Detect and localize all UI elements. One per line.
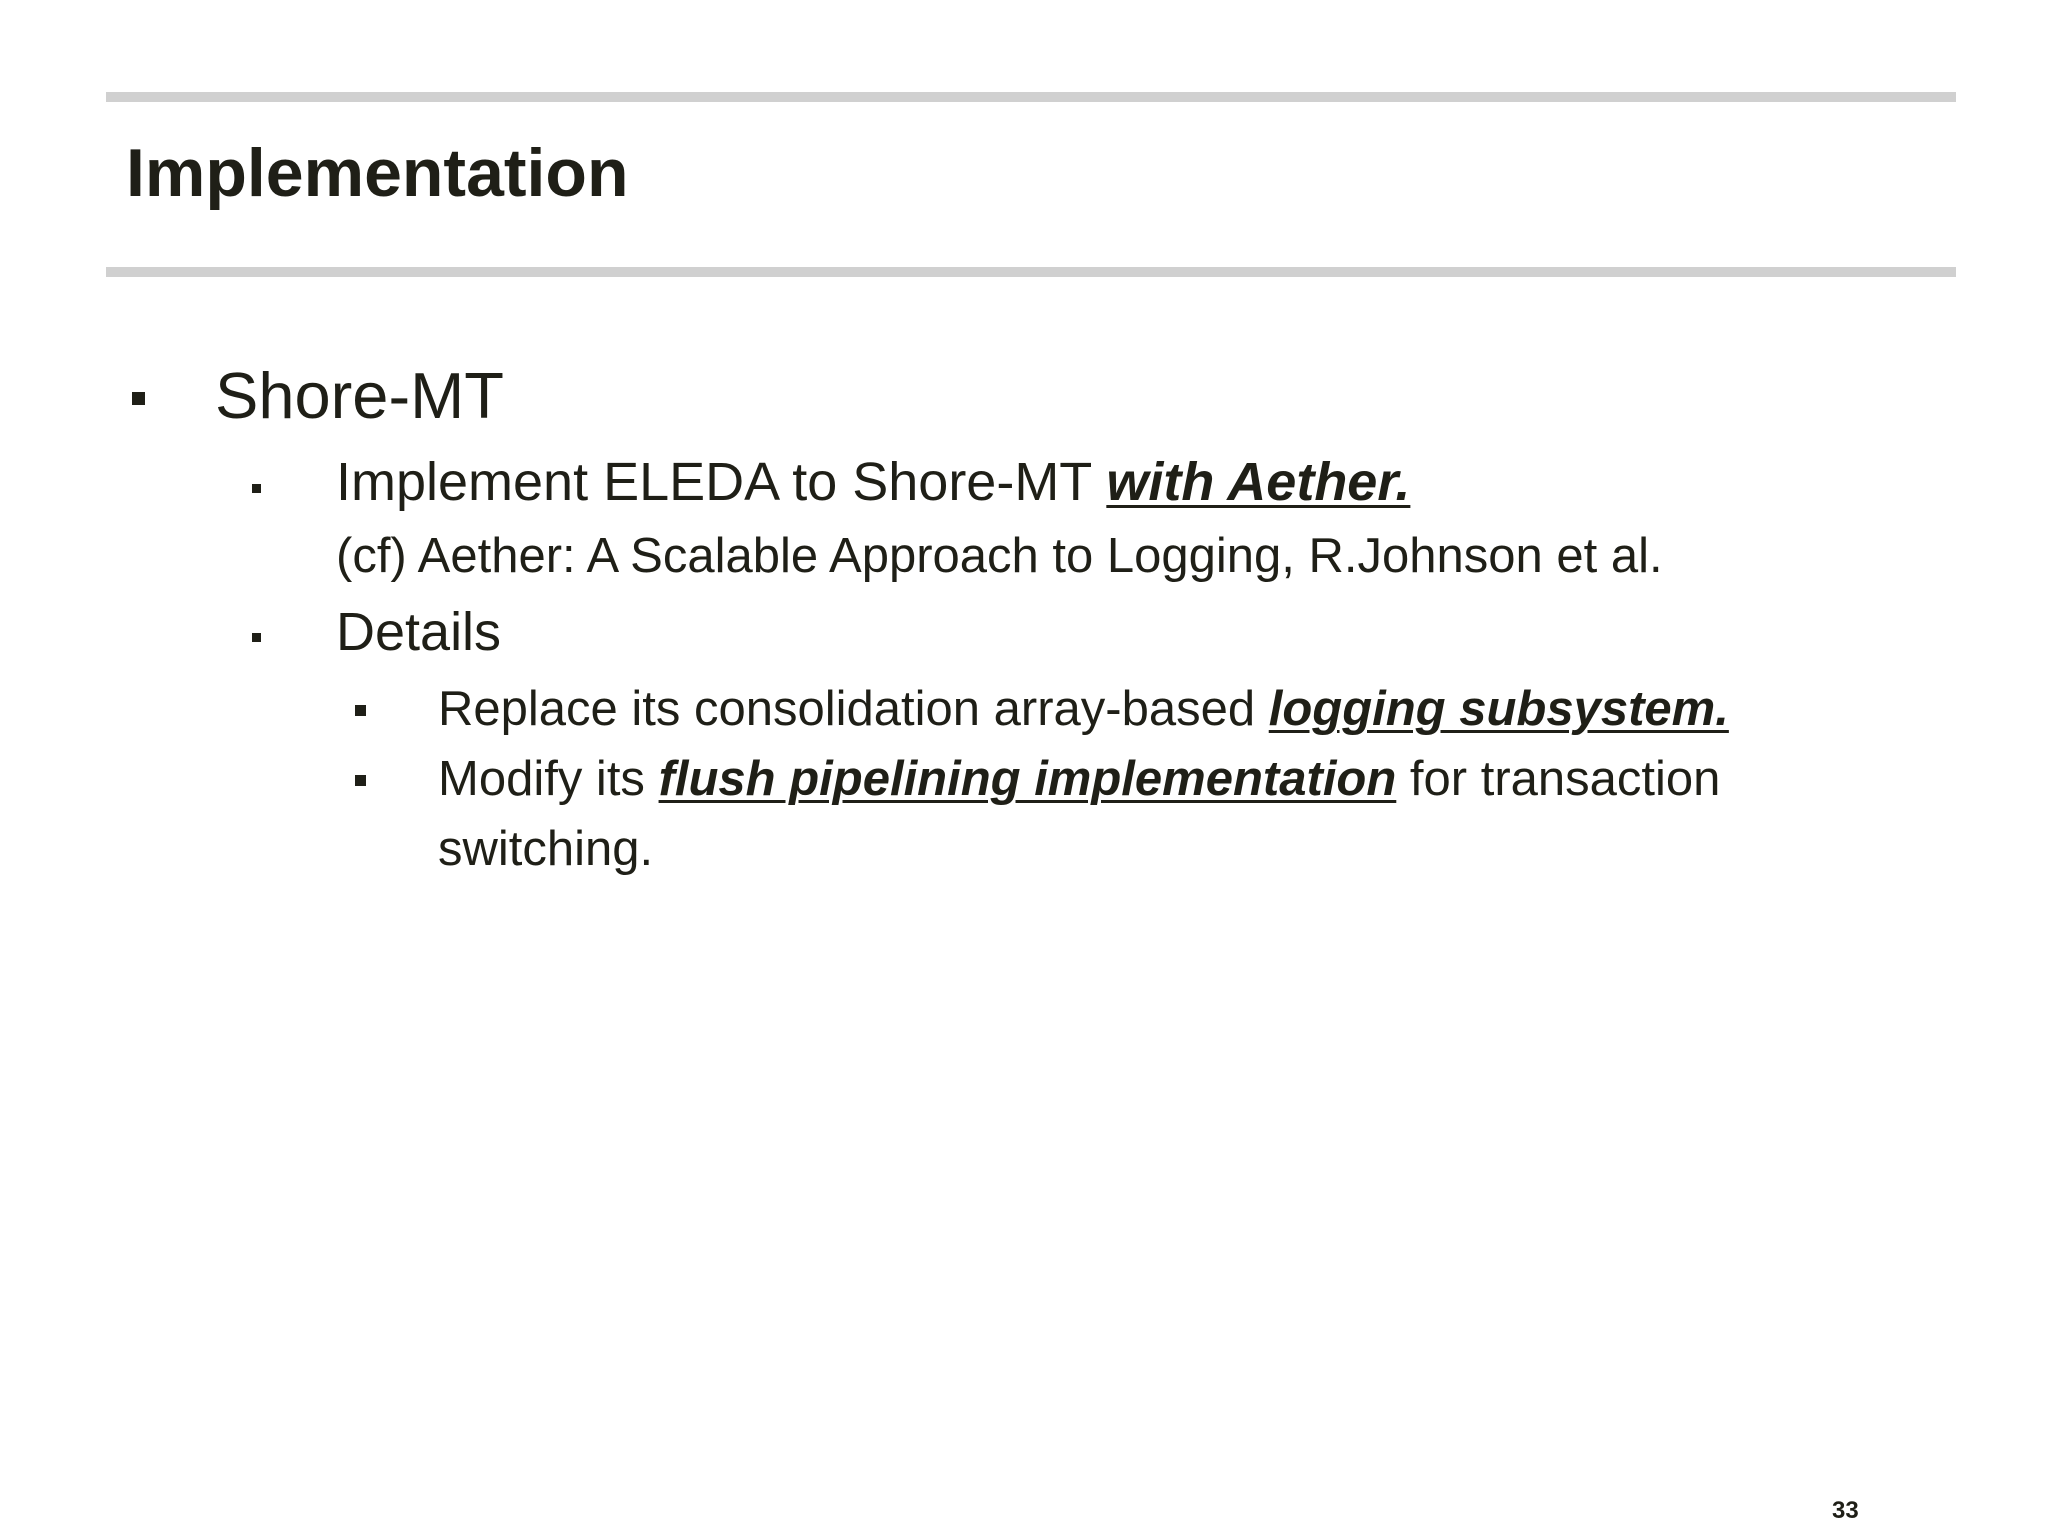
bullet-text-after: for transaction [1396,752,1721,806]
page-number: 33 [1832,1497,1859,1524]
bullet-replace-logging [438,680,1729,739]
title-top-rule [106,92,1956,102]
bullet-reference-note: (cf) Aether: A Scalable Approach to Logging, R.Johnson et al. [336,529,1663,583]
bullet-square-icon [355,775,366,786]
bullet-square-icon [132,392,145,405]
bullet-text: Modify its [438,752,659,806]
bullet-emphasis: flush pipelining implementation [658,752,1397,806]
bullet-details: Details [336,602,502,662]
bullet-continuation: switching. [438,822,654,876]
bullet-text: Replace its consolidation array-based [438,682,1269,736]
bullet-emphasis: logging subsystem. [1268,682,1729,736]
bullet-implement-eleda [336,450,1410,515]
bullet-text: Implement ELEDA to Shore-MT [336,452,1107,512]
bullet-modify-flush [438,750,1720,809]
bullet-square-icon [252,484,261,493]
title-bottom-rule [106,267,1956,277]
bullet-square-icon [252,633,261,642]
slide-title: Implementation [126,135,629,211]
bullet-level1-text: Shore-MT [215,359,504,432]
bullet-emphasis: with Aether. [1106,452,1411,512]
bullet-square-icon [355,705,366,716]
